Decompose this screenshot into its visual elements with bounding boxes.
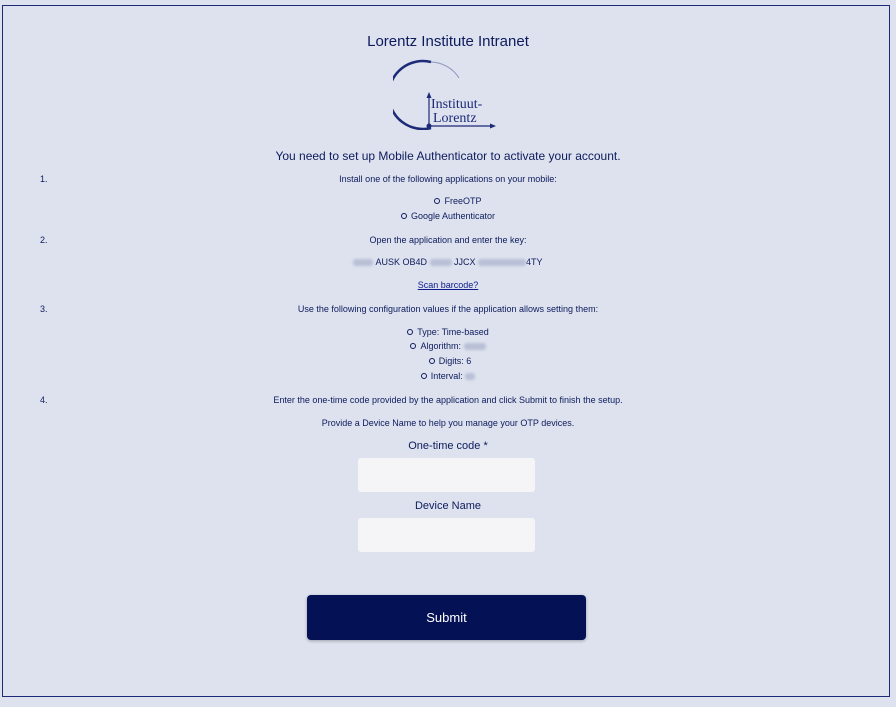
bullet-icon — [401, 213, 407, 219]
device-name-input[interactable] — [358, 518, 535, 552]
redacted-key-part — [478, 259, 526, 266]
bullet-icon — [421, 373, 427, 379]
config-digits: Digits: 6 — [2, 356, 896, 366]
step-3-number: 3. — [40, 304, 48, 314]
step-1-number: 1. — [40, 174, 48, 184]
redacted-key-part — [353, 259, 373, 266]
app-freeotp: FreeOTP — [10, 196, 896, 206]
setup-intro: You need to set up Mobile Authenticator to activate your account. — [275, 149, 621, 163]
step-4-text: Enter the one-time code provided by the application and click Submit to finish the setup. — [273, 395, 623, 405]
svg-text:Instituut-: Instituut- — [431, 97, 483, 112]
app-google-authenticator: Google Authenticator — [0, 211, 896, 221]
step-1-text: Install one of the following applications on your mobile: — [339, 174, 557, 184]
config-algorithm: Algorithm: — [0, 341, 896, 351]
redacted-key-part — [430, 259, 452, 266]
institute-logo — [393, 58, 503, 130]
svg-text:Lorentz: Lorentz — [433, 111, 477, 126]
otp-input[interactable] — [358, 458, 535, 492]
step-4-number: 4. — [40, 395, 48, 405]
step-2-text: Open the application and enter the key: — [369, 235, 527, 245]
bullet-icon — [407, 329, 413, 335]
step-2-number: 2. — [40, 235, 48, 245]
bullet-icon — [434, 198, 440, 204]
secret-key: AUSK OB4D JJCX 4TY — [0, 257, 896, 267]
redacted-interval-value — [465, 373, 475, 380]
page-title: Lorentz Institute Intranet — [367, 33, 529, 50]
bullet-icon — [429, 358, 435, 364]
device-name-hint: Provide a Device Name to help you manage your OTP devices. — [321, 418, 575, 428]
otp-label: One-time code * — [408, 440, 488, 452]
scan-barcode-link[interactable]: Scan barcode? — [417, 280, 479, 290]
submit-button[interactable]: Submit — [307, 595, 586, 640]
step-3-text: Use the following configuration values if the application allows setting them: — [297, 304, 599, 314]
bullet-icon — [410, 343, 416, 349]
scan-barcode-row — [0, 280, 896, 290]
redacted-algorithm-value — [464, 343, 486, 350]
device-name-label: Device Name — [414, 500, 482, 512]
config-interval: Interval: — [0, 371, 896, 381]
config-type: Type: Time-based — [0, 327, 896, 337]
